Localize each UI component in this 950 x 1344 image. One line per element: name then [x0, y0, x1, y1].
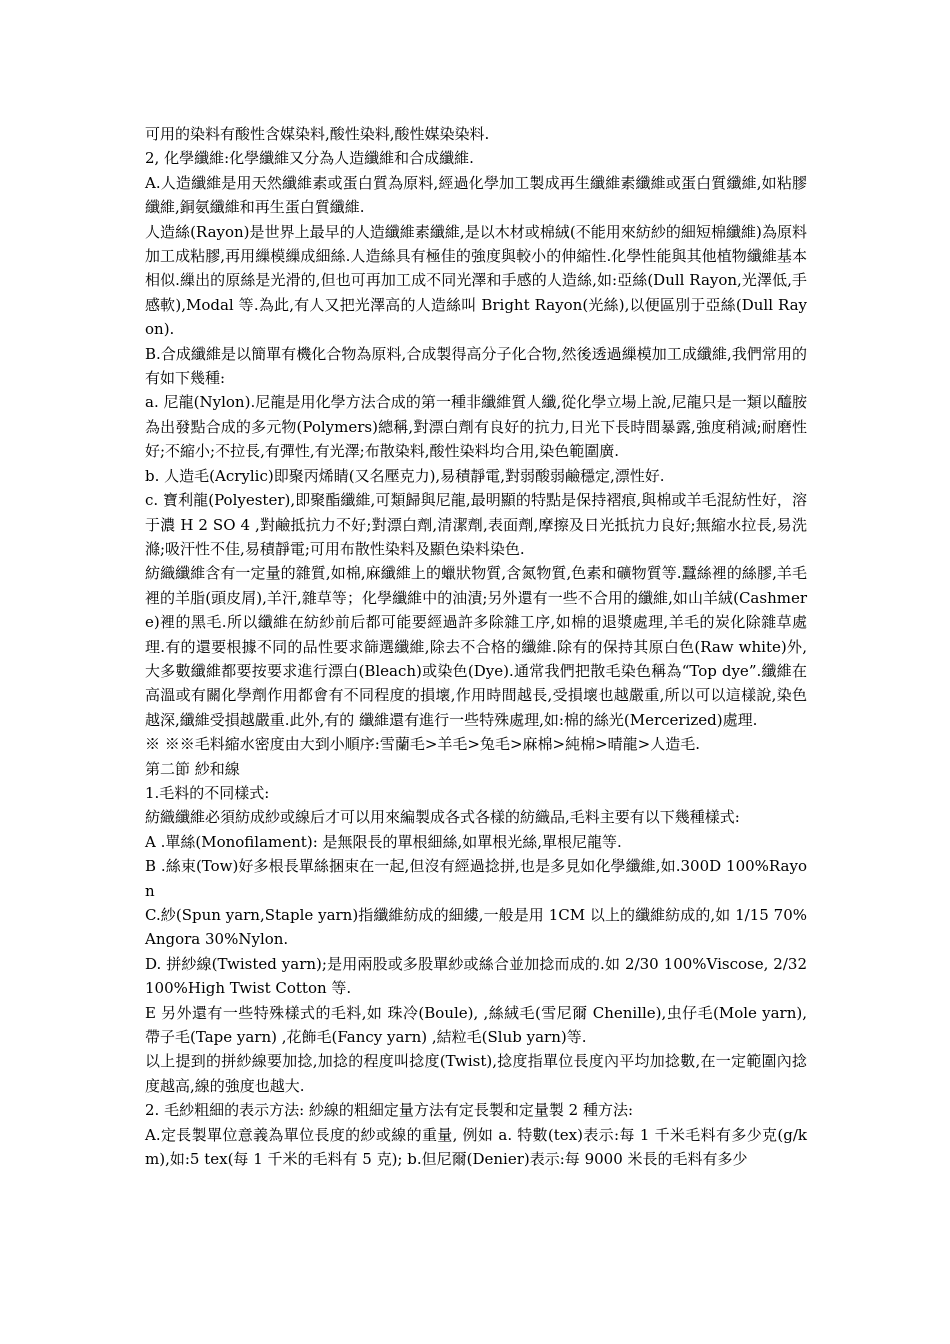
section-heading: 第二節 紗和線	[145, 759, 240, 778]
subheading: 2. 毛紗粗細的表示方法: 紗線的粗細定量方法有定長製和定量製 2 種方法:	[145, 1101, 634, 1120]
paragraph: b. 人造毛(Acrylic)即聚丙烯睛(又名壓克力),易積靜電,對弱酸弱鹼穩定,漂性好.	[145, 466, 665, 485]
paragraph: A.定長製單位意義為單位長度的紗或線的重量, 例如 a. 特數(tex)表示:每 1 千米毛料有多少克(g/km),如:5 tex(每 1 千米的毛料有 5 克); b.但尼爾(Denier)表示:每 9000 米長的毛料有多少	[145, 1125, 807, 1169]
list-item: E 另外還有一些特殊樣式的毛料,如 珠冷(Boule), ,絲絨毛(雪尼爾 Chenille),虫仔毛(Mole yarn),帶子毛(Tape yarn) ,花飾毛(Fancy yarn) ,結粒毛(Slub yarn)等.	[145, 1003, 807, 1047]
list-item: D. 拼紗線(Twisted yarn);是用兩股或多股單紗或絲合並加捻而成的.如 2/30 100%Viscose, 2/32 100%High Twist Cotton 等.	[145, 954, 807, 998]
list-item: C.紗(Spun yarn,Staple yarn)指纖維紡成的細縷,一般是用 1CM 以上的纖維紡成的,如 1/15 70%Angora 30%Nylon.	[145, 906, 807, 949]
list-item: A .單絲(Monofilament): 是無限長的單根細絲,如單根光絲,單根尼龍等.	[145, 832, 622, 851]
list-item: B .絲束(Tow)好多根長單絲捆束在一起,但沒有經過捻拼,也是多見如化學纖維,如.300D 100%Rayon	[145, 857, 807, 900]
document-page	[145, 122, 807, 1171]
note-paragraph: ※ ※※毛料縮水密度由大到小順序:雪蘭毛>羊毛>兔毛>麻棉>純棉>晴龍>人造毛.	[145, 735, 701, 754]
paragraph: 以上提到的拼紗線要加捻,加捻的程度叫捻度(Twist),捻度指單位長度內平均加捻數,在一定範圍內捻度越高,線的強度也越大.	[145, 1052, 807, 1095]
paragraph: A.人造纖維是用天然纖維素或蛋白質為原料,經過化學加工製成再生纖維素纖維或蛋白質纖維,如粘膠纖維,銅氨纖維和再生蛋白質纖維.	[145, 173, 807, 217]
paragraph: 可用的染料有酸性含媒染料,酸性染料,酸性媒染染料.	[145, 125, 490, 143]
paragraph: 紡織纖維必須紡成紗或線后才可以用來編製成各式各樣的紡織品,毛料主要有以下幾種樣式:	[145, 808, 740, 827]
paragraph: B.合成纖維是以簡單有機化合物為原料,合成製得高分子化合物,然後透過繅模加工成纖維,我們常用的有如下幾種:	[145, 344, 807, 388]
paragraph: 紡織纖維含有一定量的雜質,如棉,麻纖維上的蠟狀物質,含氮物質,色素和礦物質等.蠶絲裡的絲膠,羊毛裡的羊脂(頭皮屑),羊汗,雜草等；化學纖維中的油漬;另外還有一些不合用的纖維,如山羊絨(Cashmere)裡的黑毛.所以纖維在紡紗前后都可能要經過許多除雜工序,如棉的退漿處理,羊毛的炭化除雜草處理.有的還要根據不同的品性要求篩選纖維,除去不合格的纖維.除有的保持其原白色(Raw white)外,大多數纖維都要按要求進行漂白(Bleach)或染色(Dye).通常我們把散毛染色稱為“Top dye”.纖維在高溫或有關化學劑作用都會有不同程度的損壞,作用時間越長,受損壞也越嚴重,所以可以這樣說,染色越深,纖維受損越嚴重.此外,有的 纖維還有進行一些特殊處理,如:棉的絲光(Mercerized)處理.	[145, 564, 807, 729]
paragraph: 2, 化學纖維:化學纖維又分為人造纖維和合成纖維.	[145, 149, 474, 168]
paragraph: c. 寶利龍(Polyester),即聚酯纖維,可類歸與尼龍,最明顯的特點是保持褶痕,與棉或羊毛混紡性好，溶于濃 H 2 SO 4 ,對鹼抵抗力不好;對漂白劑,清潔劑,表面劑,摩擦及日光抵抗力良好;無縮水拉長,易洗滌;吸汗性不佳,易積靜電;可用布散性染料及顯色染料染色.	[145, 491, 807, 558]
paragraph: 人造絲(Rayon)是世界上最早的人造纖維素纖維,是以木材或棉絨(不能用來紡紗的細短棉纖維)為原料加工成粘膠,再用繅模繅成細絲.人造絲具有極佳的強度與較小的伸縮性.化學性能與其他植物纖維基本相似.繅出的原絲是光滑的,但也可再加工成不同光澤和手感的人造絲,如:亞絲(Dull Rayon,光澤低,手感軟),Modal 等.為此,有人又把光澤高的人造絲叫 Bright Rayon(光絲),以便區別于亞絲(Dull Rayon).	[145, 222, 807, 339]
paragraph: a. 尼龍(Nylon).尼龍是用化學方法合成的第一種非纖維質人纖,從化學立場上說,尼龍只是一類以醯胺為出發點合成的多元物(Polymers)總稱,對漂白劑有良好的抗力,日光下長時間暴露,強度稍減;耐磨性好;不縮小;不拉長,有彈性,有光澤;布散染料,酸性染料均合用,染色範圍廣.	[145, 393, 807, 461]
subheading: 1.毛料的不同樣式:	[145, 783, 270, 802]
